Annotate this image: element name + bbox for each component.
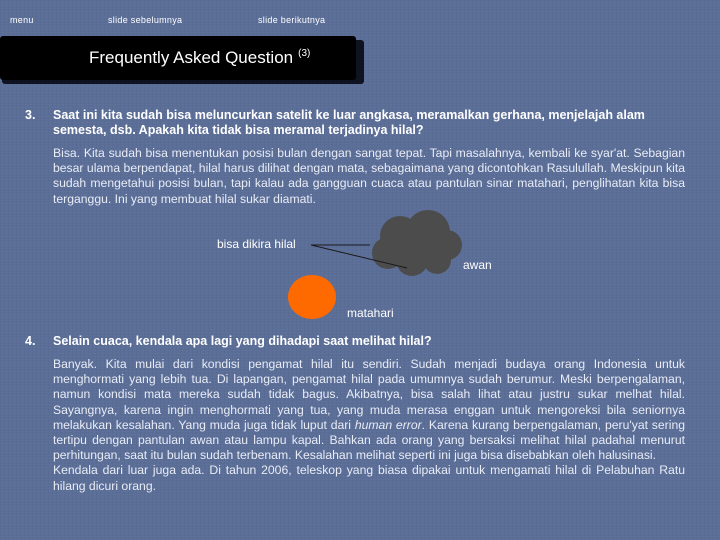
answer-4-text	[53, 357, 685, 494]
answer-4-paragraph-2: Kendala dari luar juga ada. Di tahun 2006, teleskop yang biasa dipakai untuk mengamati hilal di Pelabuhan Ratu hilang dicuri orang.	[53, 463, 685, 493]
slide-title-superscript: (3)	[298, 48, 311, 60]
label-awan: awan	[463, 258, 492, 272]
label-bisa-dikira-hilal: bisa dikira hilal	[217, 237, 296, 251]
sun-shape	[288, 275, 336, 319]
answer-4-part-b: . Karena kurang berpengalaman, peru'yat sering tertipu dengan pantulan awan atau lampu kapal. Bahkan ada orang yang bersaksi melihat hilal padahal menurut perhitungan, saat itu bulan sudah terbenam. Kesalahan melihat seperti ini juga bisa disebabkan oleh halusinasi.	[53, 417, 685, 463]
question-3-number: 3.	[25, 108, 36, 122]
answer-4-part-a: Banyak. Kita mulai dari kondisi pengamat hilal itu sendiri. Sudah menjadi budaya orang Indonesia untuk menghormati yang lebih tua. Di lapangan, pengamat hilal pada umumnya sudah berumur. Meski berpengalaman, namun kondisi mata mereka sudah tidak bagus. Akibatnya, bisa salah lihat atau justru sukar melhat hilal. Sayangnya, karena ingin menghormati yang tua, yang muda merasa enggan untuk mengoreksi bila seniornya melakukan kesalahan. Yang muda juga tidak luput dari	[53, 357, 685, 432]
menu-link[interactable]: menu	[10, 15, 34, 25]
next-slide-link[interactable]: slide berikutnya	[258, 15, 326, 25]
question-4-text: Selain cuaca, kendala apa lagi yang dihadapi saat melihat hilal?	[53, 334, 432, 348]
question-4-number: 4.	[25, 334, 36, 348]
answer-3-text: Bisa. Kita sudah bisa menentukan posisi bulan dengan sangat tepat. Tapi masalahnya, kembali ke syar'at. Sebagian besar ulama berpendapat, hilal harus dilihat dengan mata, sebagaimana yang dicontohkan Rasulullah. Meskipun kita sudah mengetahui posisi bulan, tapi kalau ada gangguan cuaca atau pantulan sinar matahari, penglihatan kita bisa terganggu. Ini yang membuat hilal sukar diamati.	[53, 146, 685, 206]
answer-4-paragraph-1	[53, 357, 685, 463]
answer-4-emphasis: human error	[354, 417, 422, 432]
previous-slide-link[interactable]: slide sebelumnya	[108, 15, 183, 25]
slide-title-text: Frequently Asked Question	[89, 48, 294, 67]
cloud-shape	[372, 210, 462, 276]
label-matahari: matahari	[347, 306, 394, 320]
question-3-text: Saat ini kita sudah bisa meluncurkan satelit ke luar angkasa, meramalkan gerhana, menjelajah alam semesta, dsb. Apakah kita tidak bisa meramal terjadinya hilal?	[53, 108, 645, 137]
